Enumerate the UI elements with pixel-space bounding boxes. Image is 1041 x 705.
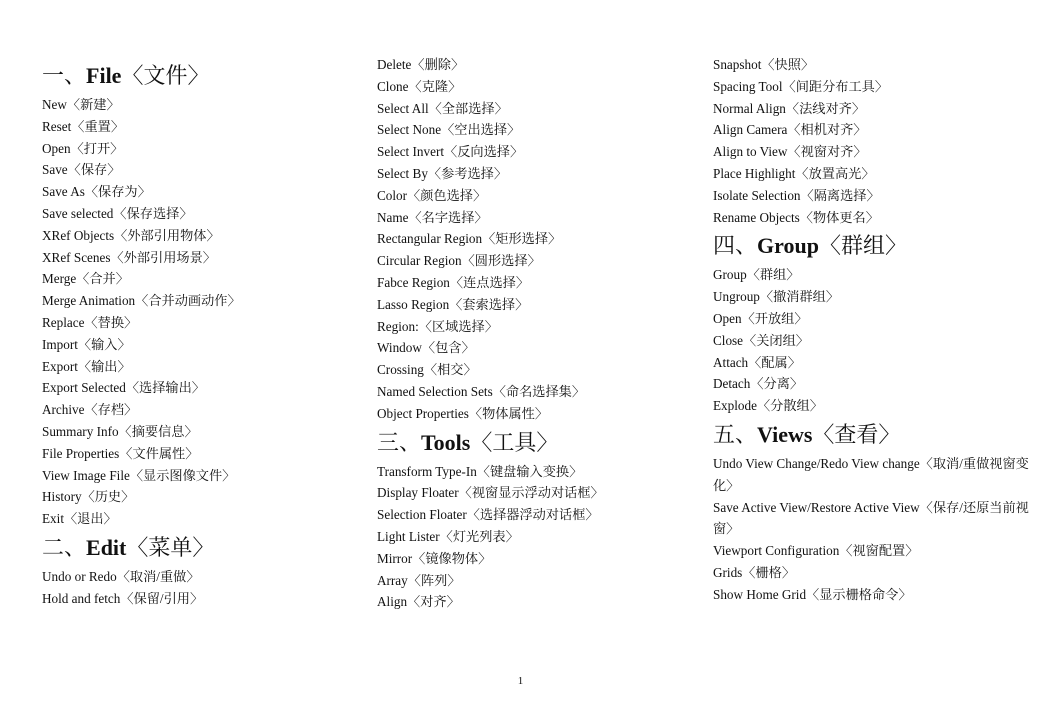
section-heading: 五、Views〈查看〉 <box>713 421 901 447</box>
menu-entry: Save selected〈保存选择〉 <box>42 205 193 221</box>
menu-entry: Spacing Tool〈间距分布工具〉 <box>713 78 889 94</box>
menu-entry: Explode〈分散组〉 <box>713 398 823 414</box>
menu-entry: Undo or Redo〈取消/重做〉 <box>42 568 200 584</box>
menu-entry: File Properties〈文件属性〉 <box>42 445 199 461</box>
menu-entry: Attach〈配属〉 <box>713 354 801 370</box>
menu-entry: Export Selected〈选择输出〉 <box>42 380 205 396</box>
section-heading: 二、Edit〈菜单〉 <box>42 534 215 560</box>
menu-entry: Mirror〈镜像物体〉 <box>377 550 492 566</box>
menu-entry: Detach〈分离〉 <box>713 376 804 392</box>
menu-entry: Replace〈替换〉 <box>42 314 138 330</box>
menu-entry: Fabce Region〈连点选择〉 <box>377 274 530 290</box>
menu-entry: Light Lister〈灯光列表〉 <box>377 528 519 544</box>
menu-entry: Archive〈存档〉 <box>42 402 138 418</box>
menu-entry: Align〈对齐〉 <box>377 594 460 610</box>
menu-entry: Normal Align〈法线对齐〉 <box>713 100 866 116</box>
menu-entry: Select None〈空出选择〉 <box>377 122 521 138</box>
menu-entry: Name〈名字选择〉 <box>377 209 488 225</box>
menu-entry: Select All〈全部选择〉 <box>377 100 508 116</box>
menu-entry: Window〈包含〉 <box>377 340 475 356</box>
menu-entry: Reset〈重置〉 <box>42 118 125 134</box>
menu-entry: Close〈关闭组〉 <box>713 332 809 348</box>
menu-entry: Exit〈退出〉 <box>42 511 117 527</box>
menu-entry: Hold and fetch〈保留/引用〉 <box>42 590 204 606</box>
menu-entry: Transform Type-In〈键盘输入变换〉 <box>377 463 583 479</box>
menu-entry: Merge Animation〈合并动画动作〉 <box>42 293 241 309</box>
menu-entry: Ungroup〈撤消群组〉 <box>713 289 840 305</box>
menu-entry: Viewport Configuration〈视窗配置〉 <box>713 543 919 559</box>
menu-entry: Region:〈区域选择〉 <box>377 318 498 334</box>
menu-entry: Save Active View/Restore Active View〈保存/还原当前视窗〉 <box>713 499 1029 537</box>
menu-entry: Color〈颜色选择〉 <box>377 187 487 203</box>
column-3 <box>713 54 1029 606</box>
section-heading: 三、Tools〈工具〉 <box>377 429 559 455</box>
column-2 <box>377 54 687 613</box>
menu-entry: Undo View Change/Redo View change〈取消/重做视窗变化〉 <box>713 455 1029 493</box>
menu-entry: Save〈保存〉 <box>42 162 121 178</box>
column-1 <box>42 58 352 610</box>
menu-entry: Isolate Selection〈隔离选择〉 <box>713 187 880 203</box>
menu-entry: XRef Objects〈外部引用物体〉 <box>42 227 220 243</box>
menu-entry: Align Camera〈相机对齐〉 <box>713 122 867 138</box>
menu-entry: Align to View〈视窗对齐〉 <box>713 144 867 160</box>
menu-entry: Select Invert〈反向选择〉 <box>377 144 524 160</box>
menu-entry: Lasso Region〈套索选择〉 <box>377 296 529 312</box>
menu-entry: Open〈打开〉 <box>42 140 124 156</box>
section-heading: 四、Group〈群组〉 <box>713 233 907 259</box>
menu-entry: Rectangular Region〈矩形选择〉 <box>377 231 562 247</box>
menu-entry: Group〈群组〉 <box>713 267 800 283</box>
menu-entry: XRef Scenes〈外部引用场景〉 <box>42 249 216 265</box>
menu-entry: Show Home Grid〈显示栅格命令〉 <box>713 586 912 602</box>
menu-entry: Delete〈删除〉 <box>377 57 465 72</box>
menu-entry: Object Properties〈物体属性〉 <box>377 405 549 421</box>
menu-entry: Export〈输出〉 <box>42 358 131 374</box>
menu-entry: Clone〈克隆〉 <box>377 78 462 94</box>
menu-entry: Selection Floater〈选择器浮动对话框〉 <box>377 507 599 523</box>
menu-entry: Merge〈合并〉 <box>42 271 129 287</box>
menu-entry: Save As〈保存为〉 <box>42 184 151 200</box>
menu-entry: Place Highlight〈放置高光〉 <box>713 165 875 181</box>
menu-entry: Select By〈参考选择〉 <box>377 165 508 181</box>
menu-entry: Open〈开放组〉 <box>713 310 808 326</box>
menu-entry: Array〈阵列〉 <box>377 572 461 588</box>
menu-entry: Circular Region〈圆形选择〉 <box>377 253 541 269</box>
menu-entry: Import〈输入〉 <box>42 336 131 352</box>
menu-entry: View Image File〈显示图像文件〉 <box>42 467 236 483</box>
menu-entry: Summary Info〈摘要信息〉 <box>42 423 198 439</box>
menu-entry: Display Floater〈视窗显示浮动对话框〉 <box>377 485 604 501</box>
menu-entry: History〈历史〉 <box>42 489 135 505</box>
menu-entry: Snapshot〈快照〉 <box>713 57 815 72</box>
menu-entry: New〈新建〉 <box>42 97 120 112</box>
page-number: 1 <box>517 675 524 687</box>
menu-entry: Rename Objects〈物体更名〉 <box>713 209 879 225</box>
menu-entry: Crossing〈相交〉 <box>377 362 477 378</box>
menu-entry: Named Selection Sets〈命名选择集〉 <box>377 383 586 399</box>
menu-entry: Grids〈栅格〉 <box>713 564 796 580</box>
section-heading: 一、File〈文件〉 <box>42 63 210 88</box>
